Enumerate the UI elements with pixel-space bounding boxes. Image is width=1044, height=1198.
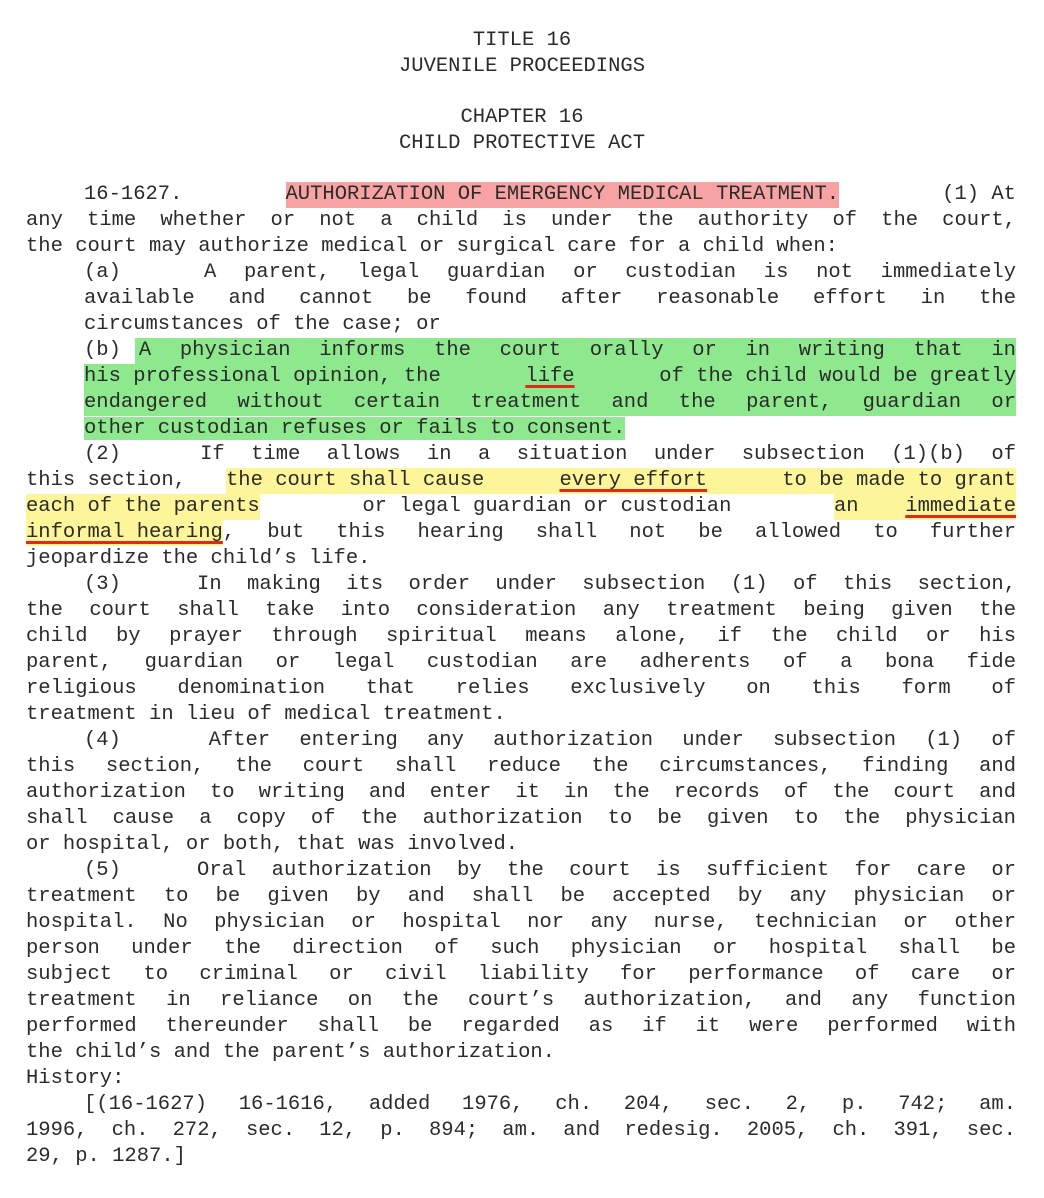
text-line: any time whether or not a child is under the authority of the court, (26, 209, 1016, 232)
text-line: the court shall take into consideration any treatment being given the (26, 599, 1016, 622)
text-segment: , but this hearing shall not be allowed to further (222, 521, 1016, 544)
mixed-line (26, 494, 1016, 520)
chapter-heading (0, 105, 1044, 157)
text-segment: this section, (26, 469, 186, 492)
highlighted-text: to be made to grant (782, 469, 1016, 492)
text-line: performed thereunder shall be regarded as if it were performed with (26, 1015, 1016, 1038)
highlighted-text: of the child would be greatly (659, 365, 1016, 388)
paragraph-label: (b) (84, 339, 121, 362)
text-line: treatment in lieu of medical treatment. (26, 703, 506, 726)
highlighted-line (26, 364, 1016, 390)
highlighted-text: an (834, 495, 859, 518)
text-line: (a) A parent, legal guardian or custodian is not immediately (84, 261, 1016, 284)
text-line: parent, guardian or legal custodian are adherents of a bona fide (26, 651, 1016, 674)
text-line: available and cannot be found after reasonable effort in the (84, 287, 1016, 310)
chapter-number: CHAPTER 16 (460, 106, 584, 129)
text-line: (4) After entering any authorization under subsection (1) of (84, 729, 1016, 752)
highlighted-text: other custodian refuses or fails to consent. (84, 417, 626, 440)
text-line: the court may authorize medical or surgical care for a child when: (26, 235, 838, 258)
title-heading (0, 28, 1044, 80)
highlighted-text: endangered without certain treatment and the parent, guardian or (84, 391, 1016, 414)
highlighted-text: his professional opinion, the (84, 365, 441, 388)
text-line: treatment in reliance on the court’s authorization, and any function (26, 989, 1016, 1012)
text-line: circumstances of the case; or (84, 313, 441, 336)
history-label: History: (26, 1067, 125, 1090)
paragraph-b-line (26, 338, 1016, 364)
highlighted-text: each of the parents (26, 495, 260, 518)
text-line: hospital. No physician or hospital nor any nurse, technician or other (26, 911, 1016, 934)
text-line: child by prayer through spiritual means alone, if the child or his (26, 625, 1016, 648)
highlighted-text: A physician informs the court orally or in writing that in (135, 338, 1016, 364)
mixed-line (26, 468, 1016, 494)
mixed-line (26, 520, 1016, 546)
section-body (26, 182, 1016, 1170)
text-line: jeopardize the child’s life. (26, 547, 371, 570)
text-line: (3) In making its order under subsection (1) of this section, (84, 573, 1016, 596)
highlighted-line (26, 390, 1016, 416)
section-heading-line (26, 182, 1016, 208)
highlighted-line (26, 416, 1016, 442)
text-line: religious denomination that relies exclusively on this form of (26, 677, 1016, 700)
history-line: [(16-1627) 16-1616, added 1976, ch. 204, sec. 2, p. 742; am. (84, 1093, 1016, 1116)
text-line: this section, the court shall reduce the circumstances, finding and (26, 755, 1016, 778)
underlined-text: every effort (559, 469, 708, 492)
underlined-text: immediate (905, 495, 1016, 518)
text-line: treatment to be given by and shall be accepted by any physician or (26, 885, 1016, 908)
text-line: shall cause a copy of the authorization to be given to the physician (26, 807, 1016, 830)
history-line: 1996, ch. 272, sec. 12, p. 894; am. and redesig. 2005, ch. 391, sec. (26, 1119, 1016, 1142)
underlined-text: informal hearing (26, 521, 223, 544)
title-number: TITLE 16 (472, 29, 572, 52)
text-line: (5) Oral authorization by the court is sufficient for care or (84, 859, 1016, 882)
text-line: subject to criminal or civil liability for performance of care or (26, 963, 1016, 986)
section-number: 16-1627. (84, 183, 183, 206)
text-line: the child’s and the parent’s authorization. (26, 1041, 555, 1064)
text-line: person under the direction of such physician or hospital shall be (26, 937, 1016, 960)
section-heading: AUTHORIZATION OF EMERGENCY MEDICAL TREATMENT. (285, 183, 840, 206)
text-line: or hospital, or both, that was involved. (26, 833, 519, 856)
highlighted-text: the court shall cause (226, 469, 485, 492)
chapter-name: CHILD PROTECTIVE ACT (398, 132, 646, 155)
history-line: 29, p. 1287.] (26, 1145, 186, 1168)
text-line: (2) If time allows in a situation under subsection (1)(b) of (84, 443, 1016, 466)
text-line: (1) At (942, 183, 1016, 206)
text-segment: or legal guardian or custodian (362, 495, 732, 518)
title-name: JUVENILE PROCEEDINGS (398, 55, 646, 78)
text-line: authorization to writing and enter it in the records of the court and (26, 781, 1016, 804)
underlined-text: life (525, 365, 575, 388)
